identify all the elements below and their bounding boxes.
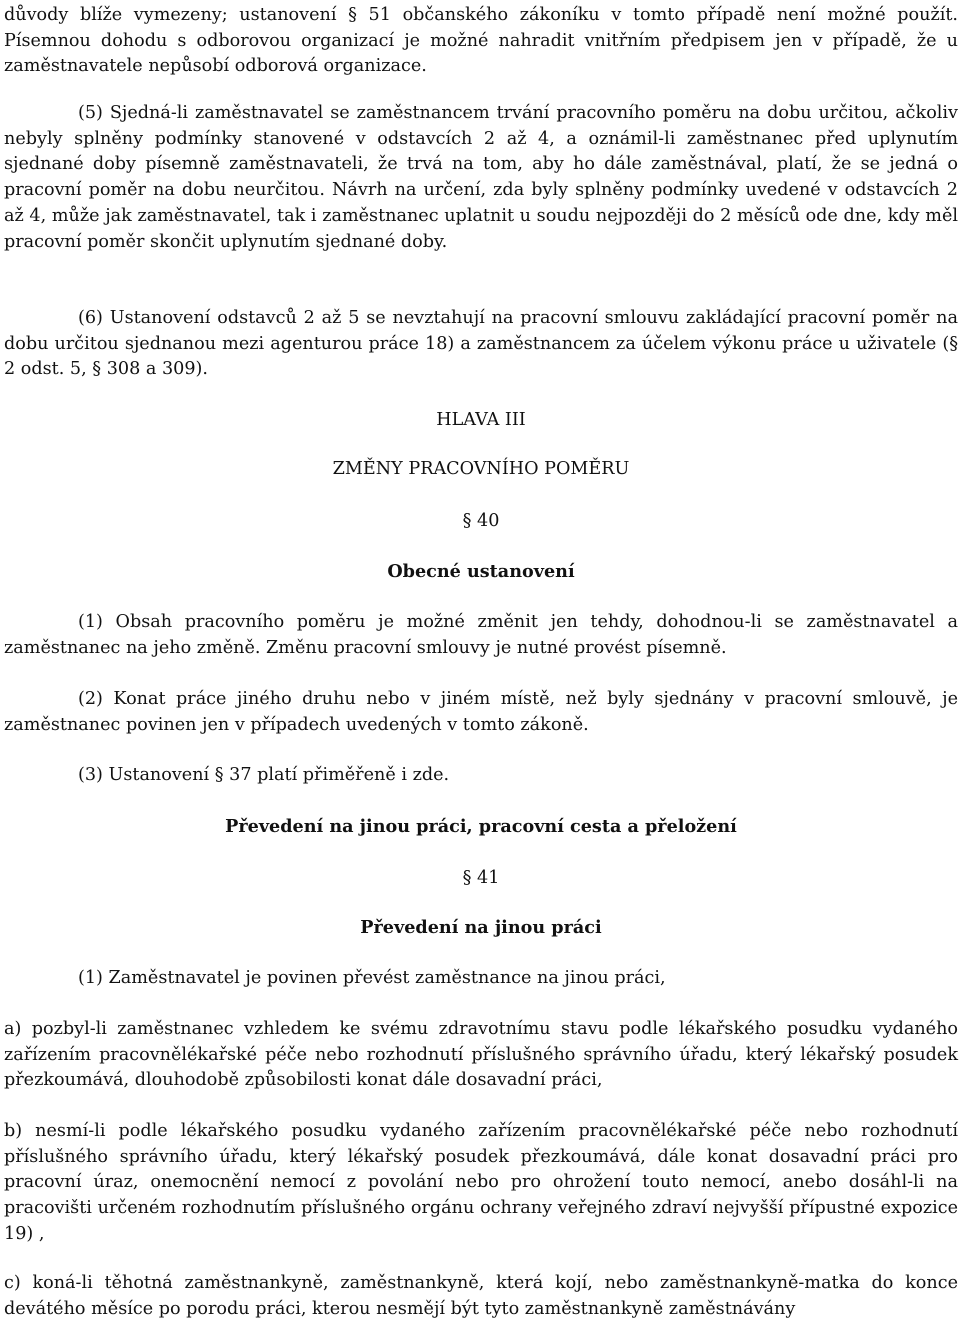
paragraph-5: (5) Sjedná-li zaměstnavatel se zaměstnancem trvání pracovního poměru na dobu určitou, ačkoliv nebyly splněny podmínky stanovené v odstavcích 2 až 4, a oznámil-li zaměstnanec před uplynutím sjednané doby písemně zaměstnavateli, že trvá na tom, aby ho dále zaměstnával, platí, že se jedná o pracovní poměr na dobu neurčitou. Návrh na určení, zda byly splněny podmínky uvedené v odstavcích 2 až 4, může jak zaměstnavatel, tak i zaměstnanec uplatnit u soudu nejpozději do 2 měsíců ode dne, kdy měl pracovní poměr skončit uplynutím sjednané doby. [4, 103, 958, 252]
section-40-paragraph-3: (3) Ustanovení § 37 platí přiměřeně i zde. [78, 765, 450, 785]
list-item-c: c) koná-li těhotná zaměstnankyně, zaměstnankyně, která kojí, nebo zaměstnankyně-matka do konce devátého měsíce po porodu práci, kterou nesmějí být tyto zaměstnankyně zaměstnávány [4, 1273, 958, 1319]
list-item-b: b) nesmí-li podle lékařského posudku vydaného zařízením pracovnělékařské péče nebo rozhodnutí příslušného správního úřadu, který lékařský posudek přezkoumává, dále konat dosavadní práci pro pracovní úraz, onemocnění nemocí z povolání nebo pro ohrožení touto nemocí, anebo dosáhl-li na pracovišti určeném rozhodnutím příslušného orgánu ochrany veřejného zdraví nejvyšší přípustné expozice 19) , [4, 1121, 958, 1244]
section-41-number: § 41 [462, 868, 500, 888]
section-40-title: Obecné ustanovení [387, 561, 575, 582]
section-40-paragraph-2: (2) Konat práce jiného druhu nebo v jiném místě, než byly sjednány v pracovní smlouvě, je zaměstnanec povinen jen v případech uvedených v tomto zákoně. [4, 689, 958, 735]
chapter-number: HLAVA III [436, 410, 526, 430]
section-40-number: § 40 [462, 511, 500, 531]
section-41-paragraph-1: (1) Zaměstnavatel je povinen převést zaměstnance na jinou práci, [78, 968, 666, 988]
section-41-title: Převedení na jinou práci [360, 917, 602, 938]
list-item-a: a) pozbyl-li zaměstnanec vzhledem ke svému zdravotnímu stavu podle lékařského posudku vydaného zařízením pracovnělékařské péče nebo rozhodnutí příslušného správního úřadu, který lékařský posudek přezkoumává, dlouhodobě způsobilosti konat dále dosavadní práci, [4, 1019, 958, 1091]
paragraph-continuation: důvody blíže vymezeny; ustanovení § 51 občanského zákoníku v tomto případě není možné použít. Písemnou dohodu s odborovou organizací je možné nahradit vnitřním předpisem jen v případě, že u zaměstnavatele nepůsobí odborová organizace. [4, 5, 958, 77]
paragraph-6: (6) Ustanovení odstavců 2 až 5 se nevztahují na pracovní smlouvu zakládající pracovní poměr na dobu určitou sjednanou mezi agenturou práce 18) a zaměstnancem za účelem výkonu práce u uživatele (§ 2 odst. 5, § 308 a 309). [4, 308, 958, 380]
section-40-paragraph-1: (1) Obsah pracovního poměru je možné změnit jen tehdy, dohodnou-li se zaměstnavatel a zaměstnanec na jeho změně. Změnu pracovní smlouvy je nutné provést písemně. [4, 612, 958, 658]
part-title: Převedení na jinou práci, pracovní cesta a přeložení [225, 816, 737, 837]
chapter-title: ZMĚNY PRACOVNÍHO POMĚRU [332, 459, 630, 479]
